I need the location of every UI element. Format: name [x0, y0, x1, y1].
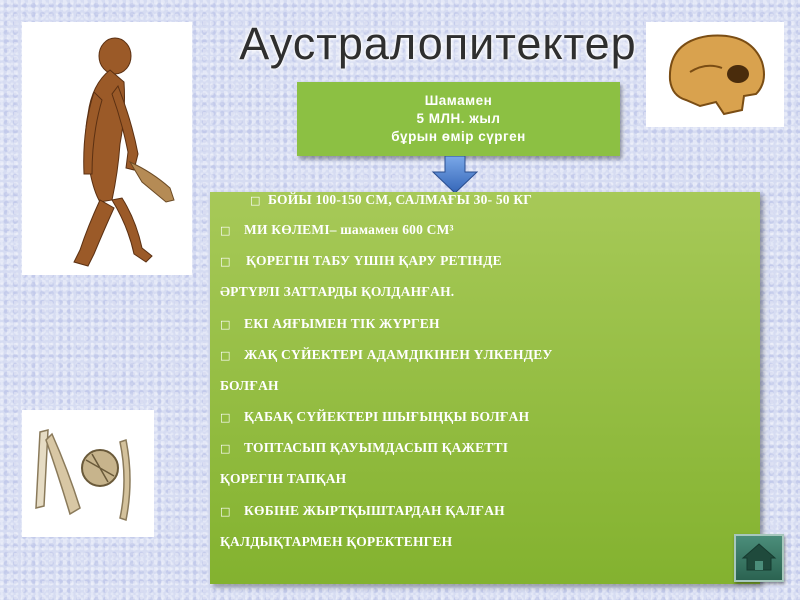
fact-line-3: ҚОРЕГІН ТАБУ ҮШІН ҚАРУ РЕТІНДЕ	[246, 253, 502, 268]
slide-title: Аустралопитектер	[239, 18, 637, 69]
bullet-icon: □	[220, 442, 231, 455]
info-box	[297, 82, 620, 156]
australopithecus-image	[22, 22, 192, 275]
down-arrow-icon	[431, 156, 479, 194]
home-icon	[736, 536, 782, 580]
facts-panel	[210, 192, 760, 584]
home-button[interactable]	[734, 534, 784, 582]
fact-line-4: ӘРТҮРЛІ ЗАТТАРДЫ ҚОЛДАНҒАН.	[220, 284, 455, 299]
fact-line-10: ҚОРЕГІН ТАПҚАН	[220, 471, 347, 486]
fact-line-5: ЕКІ АЯҒЫМЕН ТІК ЖҮРГЕН	[244, 316, 440, 331]
fact-line-1: БОЙЫ 100-150 СМ, САЛМАҒЫ 30- 50 КГ	[268, 192, 533, 207]
stone-tools-image	[22, 410, 154, 537]
fact-line-12: ҚАЛДЫҚТАРМЕН ҚОРЕКТЕНГЕН	[220, 534, 453, 549]
fact-line-7: БОЛҒАН	[220, 378, 279, 393]
info-line-3: бұрын өмір сүрген	[391, 129, 526, 144]
info-line-1: Шамамен	[424, 93, 493, 108]
info-line-2: 5 МЛН. жыл	[416, 111, 501, 126]
skull-image	[646, 22, 784, 127]
fact-line-8: ҚАБАҚ СҮЙЕКТЕРІ ШЫҒЫҢҚЫ БОЛҒАН	[244, 409, 530, 424]
bullet-icon: □	[220, 224, 231, 237]
bullet-icon: □	[220, 349, 231, 362]
bullet-icon: □	[220, 411, 231, 424]
fact-line-2: МИ КӨЛЕМІ– шамамен 600 СМ³	[244, 222, 454, 237]
fact-line-6: ЖАҚ СҮЙЕКТЕРІ АДАМДІКІНЕН ҮЛКЕНДЕУ	[244, 347, 553, 362]
bullet-icon: □	[220, 505, 231, 518]
bullet-icon: □	[220, 318, 231, 331]
fact-line-9: ТОПТАСЫП ҚАУЫМДАСЫП ҚАЖЕТТІ	[244, 440, 509, 455]
bullet-icon: □	[220, 255, 231, 268]
fact-line-11: КӨБІНЕ ЖЫРТҚЫШТАРДАН ҚАЛҒАН	[244, 503, 505, 518]
bullet-icon: □	[250, 194, 261, 207]
